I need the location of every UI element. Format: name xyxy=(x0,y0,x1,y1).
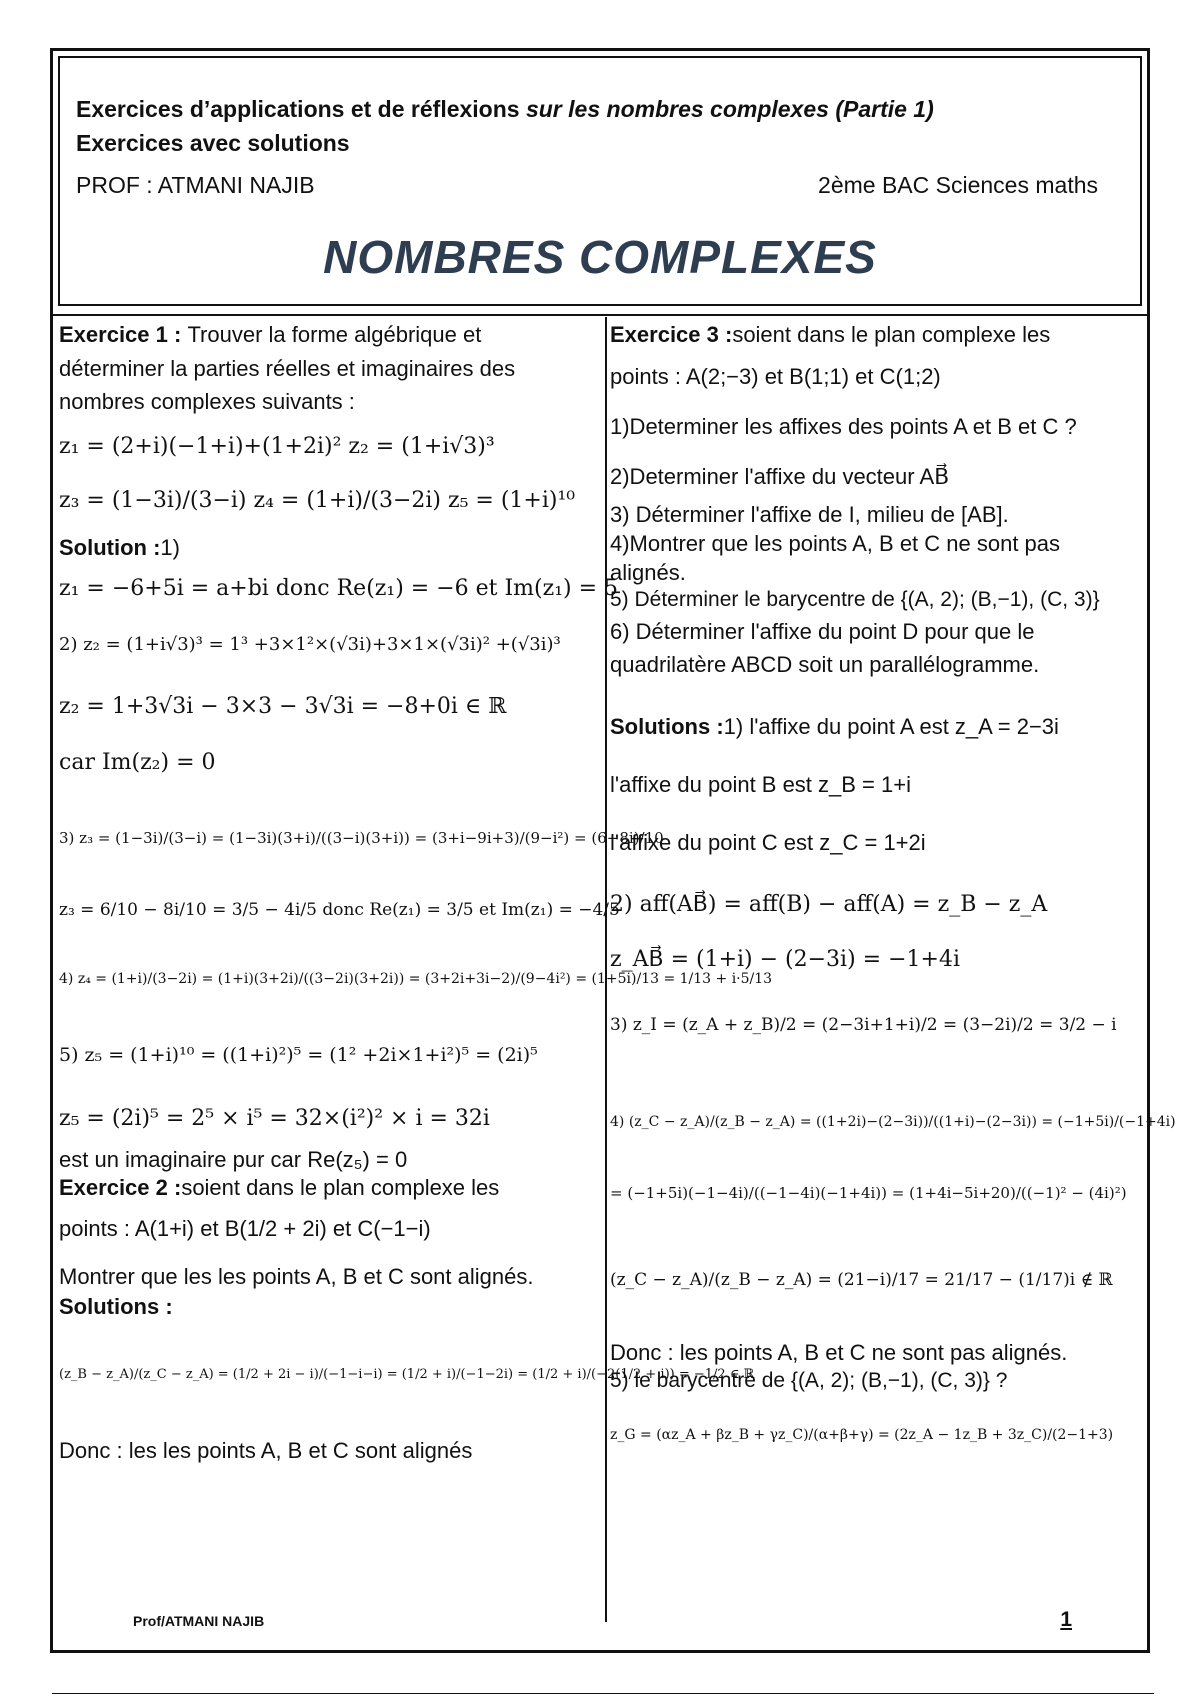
ex1-text2: déterminer la parties réelles et imaginaires des xyxy=(59,356,516,381)
sol3-line3: l'affixe du point C est z_C = 1+2i xyxy=(610,830,926,855)
sol3-line5: z_AB⃗ = (1+i) − (2−3i) = −1+4i xyxy=(610,947,960,972)
sol3-label: Solutions : xyxy=(610,714,724,739)
ex3-q4b: alignés. xyxy=(610,560,686,585)
sol3-line7: 4) (z_C − z_A)/(z_B − z_A) = ((1+2i)−(2−3i))/((1+i)−(2−3i)) = (−1+5i)/(−1+4i) xyxy=(610,1114,1176,1130)
header-line1 xyxy=(76,96,934,123)
sol3-line12: z_G = (αz_A + βz_B + γz_C)/(α+β+γ) = (2z_A − 1z_B + 3z_C)/(2−1+3) xyxy=(610,1427,1114,1443)
page-frame xyxy=(50,48,1176,1653)
ex3-q2: 2)Determiner l'affixe du vecteur AB⃗ xyxy=(610,464,950,489)
header-class: 2ème BAC Sciences maths xyxy=(818,172,1098,198)
ex1-label: Exercice 1 : xyxy=(59,322,188,347)
sol1-line1: z₁ = −6+5i = a+bi donc Re(z₁) = −6 et Im(z₁) = 5 xyxy=(59,576,619,601)
ex1-text1: Trouver la forme algébrique et xyxy=(187,322,482,347)
header-line1-italic: sur les nombres complexes (Partie 1) xyxy=(525,96,934,122)
sol3-line1: 1) l'affixe du point A est z_A = 2−3i xyxy=(723,714,1059,739)
ex3-label: Exercice 3 : xyxy=(610,322,733,347)
sol3-line2: l'affixe du point B est z_B = 1+i xyxy=(610,772,911,797)
ex1-text3: nombres complexes suivants : xyxy=(59,389,355,414)
ex3-text1: soient dans le plan complexe les xyxy=(732,322,1051,347)
sol3-line10: Donc : les points A, B et C ne sont pas alignés. xyxy=(610,1340,1068,1365)
footer-author: Prof/ATMANI NAJIB xyxy=(133,1613,265,1629)
page-number: 1 xyxy=(1060,1608,1072,1631)
sol1-line4: car Im(z₂) = 0 xyxy=(59,750,216,775)
sol2-eq: (z_B − z_A)/(z_C − z_A) = (1/2 + 2i − i)/(−1−i−i) = (1/2 + i)/(−1−2i) = (1/2 + i)/(−2(1/2 + i)) = −1/2 ∈ ℝ xyxy=(59,1367,755,1382)
sol1-line5: 3) z₃ = (1−3i)/(3−i) = (1−3i)(3+i)/((3−i)(3+i)) = (3+i−9i+3)/(9−i²) = (6−8i)/10 xyxy=(59,829,664,847)
ex3-q1: 1)Determiner les affixes des points A et B et C ? xyxy=(610,414,1077,439)
ex3-q6b: quadrilatère ABCD soit un parallélogramme. xyxy=(610,652,1040,677)
ex3-q3: 3) Déterminer l'affixe de I, milieu de [AB]. xyxy=(610,502,1009,527)
ex2-text3: Montrer que les les points A, B et C sont alignés. xyxy=(59,1264,534,1289)
sol1-line10: est un imaginaire pur car Re(z₅) = 0 xyxy=(59,1147,408,1172)
sol1-num: 1) xyxy=(160,535,180,560)
ex1-eq2: z₃ = (1−3i)/(3−i) z₄ = (1+i)/(3−2i) z₅ = (1+i)¹⁰ xyxy=(59,488,576,513)
sol2-label: Solutions : xyxy=(59,1294,173,1319)
ex2-text2: points : A(1+i) et B(1/2 + 2i) et C(−1−i) xyxy=(59,1216,431,1241)
header-prof: PROF : ATMANI NAJIB xyxy=(76,172,315,198)
sol1-line8: 5) z₅ = (1+i)¹⁰ = ((1+i)²)⁵ = (1² +2i×1+i²)⁵ = (2i)⁵ xyxy=(59,1044,538,1066)
sol1-line2: 2) z₂ = (1+i√3)³ = 1³ +3×1²×(√3i)+3×1×(√3i)² +(√3i)³ xyxy=(59,634,561,655)
sol2-conclusion: Donc : les les points A, B et C sont alignés xyxy=(59,1438,473,1463)
ex2-text1: soient dans le plan complexe les xyxy=(181,1175,500,1200)
sol1-line9: z₅ = (2i)⁵ = 2⁵ × i⁵ = 32×(i²)² × i = 32i xyxy=(59,1106,490,1131)
header-line1-bold: Exercices d’applications et de réflexions xyxy=(76,96,526,122)
header-box xyxy=(58,56,1142,306)
ex3-q6a: 6) Déterminer l'affixe du point D pour que le xyxy=(610,619,1035,644)
header-divider xyxy=(53,314,1147,316)
sol1-line6: z₃ = 6/10 − 8i/10 = 3/5 − 4i/5 donc Re(z₁) = 3/5 et Im(z₁) = −4/5 xyxy=(59,900,620,920)
sol3-line11: 5) le barycentre de {(A, 2); (B,−1), (C, 3)} ? xyxy=(610,1369,1008,1392)
ex3-text2: points : A(2;−3) et B(1;1) et C(1;2) xyxy=(610,364,941,389)
bottom-rule xyxy=(52,1693,1154,1694)
ex3-q4a: 4)Montrer que les points A, B et C ne sont pas xyxy=(610,531,1061,556)
header-line2: Exercices avec solutions xyxy=(76,130,350,156)
sol3-line4: 2) aff(AB⃗) = aff(B) − aff(A) = z_B − z_A xyxy=(610,892,1048,917)
ex1-eq1: z₁ = (2+i)(−1+i)+(1+2i)² z₂ = (1+i√3)³ xyxy=(59,434,495,459)
sol3-line6: 3) z_I = (z_A + z_B)/2 = (2−3i+1+i)/2 = (3−2i)/2 = 3/2 − i xyxy=(610,1015,1117,1035)
sol3-line9: (z_C − z_A)/(z_B − z_A) = (21−i)/17 = 21/17 − (1/17)i ∉ ℝ xyxy=(610,1270,1113,1290)
sol1-line7: 4) z₄ = (1+i)/(3−2i) = (1+i)(3+2i)/((3−2i)(3+2i)) = (3+2i+3i−2)/(9−4i²) = (1+5i)/13 = 1/13 + i·5/13 xyxy=(59,971,773,987)
ex2-label: Exercice 2 : xyxy=(59,1175,182,1200)
ex3-q5: 5) Déterminer le barycentre de {(A, 2); (B,−1), (C, 3)} xyxy=(610,588,1100,611)
page-title: NOMBRES COMPLEXES xyxy=(323,231,877,283)
sol3-line8: = (−1+5i)(−1−4i)/((−1−4i)(−1+4i)) = (1+4i−5i+20)/((−1)² − (4i)²) xyxy=(610,1184,1127,1202)
sol1-label: Solution : xyxy=(59,535,161,560)
sol1-line3: z₂ = 1+3√3i − 3×3 − 3√3i = −8+0i ∈ ℝ xyxy=(59,694,507,719)
